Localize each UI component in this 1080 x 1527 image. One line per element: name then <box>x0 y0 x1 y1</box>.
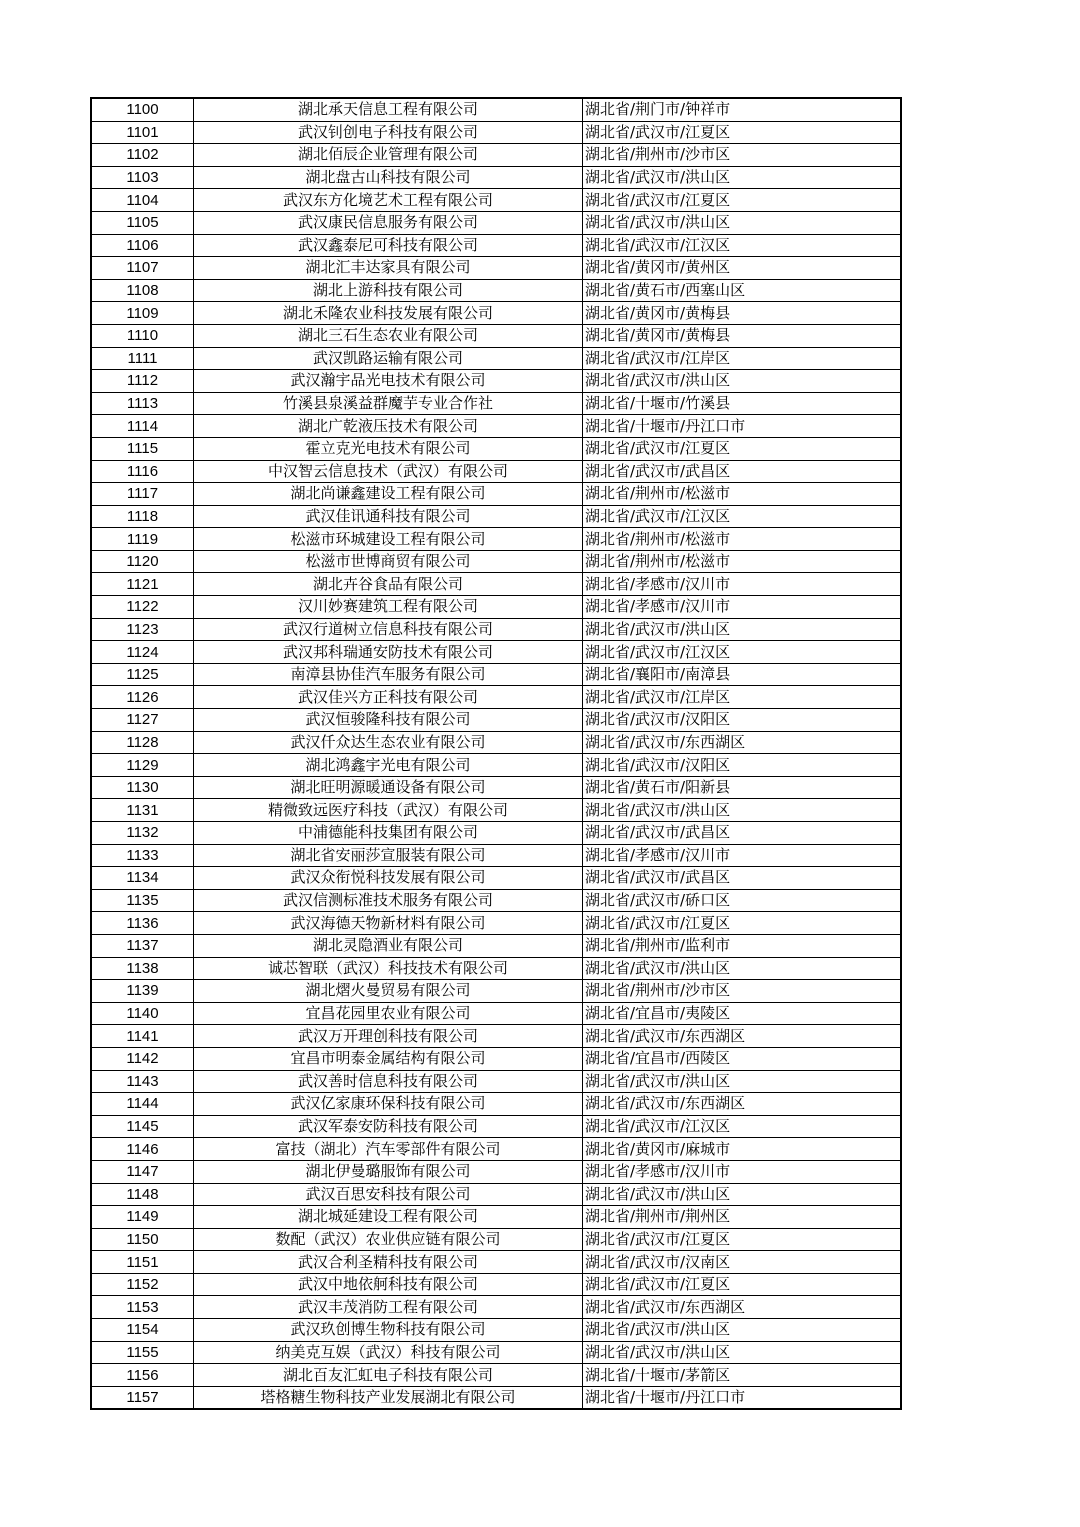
company-name: 武汉行道树立信息科技有限公司 <box>194 618 583 641</box>
table-row <box>91 121 901 144</box>
row-number: 1117 <box>91 483 194 506</box>
company-name: 武汉东方化境艺术工程有限公司 <box>194 189 583 212</box>
region-path: 湖北省/武汉市/江汉区 <box>583 234 902 257</box>
row-number: 1148 <box>91 1183 194 1206</box>
company-name: 武汉邦科瑞通安防技术有限公司 <box>194 641 583 664</box>
row-number: 1137 <box>91 934 194 957</box>
region-path: 湖北省/武汉市/东西湖区 <box>583 1025 902 1048</box>
company-name: 湖北伊曼璐服饰有限公司 <box>194 1160 583 1183</box>
company-name: 湖北旺明源暖通设备有限公司 <box>194 776 583 799</box>
company-name: 霍立克光电技术有限公司 <box>194 437 583 460</box>
region-path: 湖北省/宜昌市/夷陵区 <box>583 1002 902 1025</box>
table-row <box>91 1183 901 1206</box>
region-path: 湖北省/武汉市/洪山区 <box>583 211 902 234</box>
row-number: 1152 <box>91 1273 194 1296</box>
row-number: 1157 <box>91 1386 194 1409</box>
company-name: 竹溪县泉溪益群魔芋专业合作社 <box>194 392 583 415</box>
company-name: 湖北卉谷食品有限公司 <box>194 573 583 596</box>
row-number: 1131 <box>91 799 194 822</box>
table-row <box>91 822 901 845</box>
region-path: 湖北省/武汉市/江岸区 <box>583 686 902 709</box>
table-row <box>91 415 901 438</box>
row-number: 1121 <box>91 573 194 596</box>
company-name: 松滋市环城建设工程有限公司 <box>194 528 583 551</box>
row-number: 1115 <box>91 437 194 460</box>
company-name: 汉川妙赛建筑工程有限公司 <box>194 596 583 619</box>
region-path: 湖北省/武汉市/东西湖区 <box>583 731 902 754</box>
region-path: 湖北省/武汉市/武昌区 <box>583 822 902 845</box>
company-name: 湖北城延建设工程有限公司 <box>194 1206 583 1229</box>
table-row <box>91 709 901 732</box>
table-row <box>91 1093 901 1116</box>
region-path: 湖北省/武汉市/洪山区 <box>583 1183 902 1206</box>
row-number: 1133 <box>91 844 194 867</box>
region-path: 湖北省/荆州市/松滋市 <box>583 483 902 506</box>
row-number: 1125 <box>91 663 194 686</box>
region-path: 湖北省/荆州市/荆州区 <box>583 1206 902 1229</box>
row-number: 1154 <box>91 1319 194 1342</box>
region-path: 湖北省/武汉市/汉南区 <box>583 1251 902 1274</box>
region-path: 湖北省/武汉市/洪山区 <box>583 1070 902 1093</box>
company-name: 武汉凯路运输有限公司 <box>194 347 583 370</box>
row-number: 1113 <box>91 392 194 415</box>
table-row <box>91 1251 901 1274</box>
region-path: 湖北省/武汉市/洪山区 <box>583 957 902 980</box>
company-name: 湖北佰辰企业管理有限公司 <box>194 144 583 167</box>
company-name: 湖北三石生态农业有限公司 <box>194 324 583 347</box>
region-path: 湖北省/武汉市/洪山区 <box>583 1319 902 1342</box>
company-name: 湖北鸿鑫宇光电有限公司 <box>194 754 583 777</box>
table-row <box>91 189 901 212</box>
table-row <box>91 573 901 596</box>
table-row <box>91 934 901 957</box>
company-name: 武汉仟众达生态农业有限公司 <box>194 731 583 754</box>
company-name: 武汉合利圣精科技有限公司 <box>194 1251 583 1274</box>
row-number: 1100 <box>91 98 194 121</box>
company-name: 塔格糖生物科技产业发展湖北有限公司 <box>194 1386 583 1409</box>
row-number: 1147 <box>91 1160 194 1183</box>
region-path: 湖北省/襄阳市/南漳县 <box>583 663 902 686</box>
table-row <box>91 144 901 167</box>
table-row <box>91 641 901 664</box>
company-list-table <box>90 97 902 1410</box>
row-number: 1110 <box>91 324 194 347</box>
row-number: 1138 <box>91 957 194 980</box>
table-row <box>91 1070 901 1093</box>
row-number: 1135 <box>91 889 194 912</box>
company-name: 富技（湖北）汽车零部件有限公司 <box>194 1138 583 1161</box>
region-path: 湖北省/十堰市/丹江口市 <box>583 415 902 438</box>
company-name: 武汉军泰安防科技有限公司 <box>194 1115 583 1138</box>
row-number: 1149 <box>91 1206 194 1229</box>
table-row <box>91 1273 901 1296</box>
company-name: 宜昌市明泰金属结构有限公司 <box>194 1047 583 1070</box>
row-number: 1103 <box>91 166 194 189</box>
region-path: 湖北省/武汉市/江汉区 <box>583 1115 902 1138</box>
company-name: 湖北承天信息工程有限公司 <box>194 98 583 121</box>
row-number: 1128 <box>91 731 194 754</box>
table-row <box>91 483 901 506</box>
table-row <box>91 211 901 234</box>
region-path: 湖北省/武汉市/洪山区 <box>583 1341 902 1364</box>
table-row <box>91 618 901 641</box>
row-number: 1129 <box>91 754 194 777</box>
region-path: 湖北省/荆州市/监利市 <box>583 934 902 957</box>
row-number: 1116 <box>91 460 194 483</box>
table-row <box>91 1138 901 1161</box>
company-name: 湖北上游科技有限公司 <box>194 279 583 302</box>
row-number: 1145 <box>91 1115 194 1138</box>
table-row <box>91 302 901 325</box>
company-name: 湖北广乾液压技术有限公司 <box>194 415 583 438</box>
row-number: 1153 <box>91 1296 194 1319</box>
region-path: 湖北省/黄石市/西塞山区 <box>583 279 902 302</box>
table-row <box>91 98 901 121</box>
region-path: 湖北省/孝感市/汉川市 <box>583 1160 902 1183</box>
row-number: 1120 <box>91 550 194 573</box>
table-row <box>91 505 901 528</box>
row-number: 1112 <box>91 370 194 393</box>
region-path: 湖北省/武汉市/江汉区 <box>583 505 902 528</box>
region-path: 湖北省/武汉市/洪山区 <box>583 618 902 641</box>
row-number: 1107 <box>91 257 194 280</box>
region-path: 湖北省/武汉市/江夏区 <box>583 189 902 212</box>
region-path: 湖北省/十堰市/丹江口市 <box>583 1386 902 1409</box>
table-row <box>91 1206 901 1229</box>
company-name: 中汉智云信息技术（武汉）有限公司 <box>194 460 583 483</box>
table-row <box>91 279 901 302</box>
region-path: 湖北省/武汉市/武昌区 <box>583 867 902 890</box>
table-row <box>91 324 901 347</box>
region-path: 湖北省/武汉市/江夏区 <box>583 121 902 144</box>
region-path: 湖北省/武汉市/江岸区 <box>583 347 902 370</box>
region-path: 湖北省/荆州市/沙市区 <box>583 980 902 1003</box>
row-number: 1146 <box>91 1138 194 1161</box>
row-number: 1106 <box>91 234 194 257</box>
region-path: 湖北省/武汉市/汉阳区 <box>583 754 902 777</box>
row-number: 1150 <box>91 1228 194 1251</box>
row-number: 1101 <box>91 121 194 144</box>
company-name: 松滋市世博商贸有限公司 <box>194 550 583 573</box>
row-number: 1119 <box>91 528 194 551</box>
company-name: 武汉中地依舸科技有限公司 <box>194 1273 583 1296</box>
company-name: 武汉康民信息服务有限公司 <box>194 211 583 234</box>
company-name: 武汉瀚宇品光电技术有限公司 <box>194 370 583 393</box>
table-row <box>91 1047 901 1070</box>
row-number: 1124 <box>91 641 194 664</box>
region-path: 湖北省/武汉市/硚口区 <box>583 889 902 912</box>
table-row <box>91 686 901 709</box>
region-path: 湖北省/孝感市/汉川市 <box>583 596 902 619</box>
company-name: 纳美克互娱（武汉）科技有限公司 <box>194 1341 583 1364</box>
table-row <box>91 867 901 890</box>
table-row <box>91 844 901 867</box>
region-path: 湖北省/武汉市/江夏区 <box>583 1273 902 1296</box>
table-row <box>91 776 901 799</box>
region-path: 湖北省/武汉市/汉阳区 <box>583 709 902 732</box>
company-name: 武汉万开理创科技有限公司 <box>194 1025 583 1048</box>
region-path: 湖北省/武汉市/江夏区 <box>583 1228 902 1251</box>
region-path: 湖北省/荆州市/松滋市 <box>583 550 902 573</box>
table-row <box>91 370 901 393</box>
company-list-body <box>91 98 901 1409</box>
table-row <box>91 980 901 1003</box>
company-name: 湖北省安丽莎宣服装有限公司 <box>194 844 583 867</box>
row-number: 1102 <box>91 144 194 167</box>
table-row <box>91 1002 901 1025</box>
region-path: 湖北省/黄石市/阳新县 <box>583 776 902 799</box>
region-path: 湖北省/武汉市/江夏区 <box>583 912 902 935</box>
company-name: 武汉亿家康环保科技有限公司 <box>194 1093 583 1116</box>
table-row <box>91 166 901 189</box>
table-row <box>91 1228 901 1251</box>
company-name: 武汉众衔悦科技发展有限公司 <box>194 867 583 890</box>
row-number: 1136 <box>91 912 194 935</box>
table-row <box>91 731 901 754</box>
row-number: 1155 <box>91 1341 194 1364</box>
company-name: 诚芯智联（武汉）科技技术有限公司 <box>194 957 583 980</box>
table-row <box>91 1115 901 1138</box>
region-path: 湖北省/十堰市/竹溪县 <box>583 392 902 415</box>
region-path: 湖北省/武汉市/洪山区 <box>583 799 902 822</box>
company-name: 南漳县协佳汽车服务有限公司 <box>194 663 583 686</box>
table-row <box>91 550 901 573</box>
row-number: 1127 <box>91 709 194 732</box>
company-name: 湖北盘古山科技有限公司 <box>194 166 583 189</box>
row-number: 1104 <box>91 189 194 212</box>
region-path: 湖北省/荆门市/钟祥市 <box>583 98 902 121</box>
region-path: 湖北省/荆州市/松滋市 <box>583 528 902 551</box>
row-number: 1105 <box>91 211 194 234</box>
row-number: 1118 <box>91 505 194 528</box>
table-row <box>91 460 901 483</box>
region-path: 湖北省/十堰市/茅箭区 <box>583 1364 902 1387</box>
company-name: 武汉海德天物新材料有限公司 <box>194 912 583 935</box>
table-row <box>91 889 901 912</box>
company-name: 湖北尚谦鑫建设工程有限公司 <box>194 483 583 506</box>
table-row <box>91 1364 901 1387</box>
region-path: 湖北省/孝感市/汉川市 <box>583 844 902 867</box>
company-name: 湖北灵隐酒业有限公司 <box>194 934 583 957</box>
row-number: 1144 <box>91 1093 194 1116</box>
row-number: 1140 <box>91 1002 194 1025</box>
table-row <box>91 1341 901 1364</box>
company-name: 武汉信测标准技术服务有限公司 <box>194 889 583 912</box>
table-row <box>91 1296 901 1319</box>
region-path: 湖北省/黄冈市/麻城市 <box>583 1138 902 1161</box>
row-number: 1143 <box>91 1070 194 1093</box>
company-name: 武汉恒骏隆科技有限公司 <box>194 709 583 732</box>
row-number: 1156 <box>91 1364 194 1387</box>
region-path: 湖北省/黄冈市/黄梅县 <box>583 302 902 325</box>
region-path: 湖北省/黄冈市/黄州区 <box>583 257 902 280</box>
company-name: 武汉钊创电子科技有限公司 <box>194 121 583 144</box>
company-name: 武汉丰茂消防工程有限公司 <box>194 1296 583 1319</box>
row-number: 1111 <box>91 347 194 370</box>
row-number: 1122 <box>91 596 194 619</box>
company-name: 湖北百友汇虹电子科技有限公司 <box>194 1364 583 1387</box>
table-row <box>91 754 901 777</box>
region-path: 湖北省/武汉市/洪山区 <box>583 166 902 189</box>
row-number: 1130 <box>91 776 194 799</box>
company-name: 武汉鑫泰尼可科技有限公司 <box>194 234 583 257</box>
region-path: 湖北省/孝感市/汉川市 <box>583 573 902 596</box>
row-number: 1151 <box>91 1251 194 1274</box>
region-path: 湖北省/武汉市/江汉区 <box>583 641 902 664</box>
row-number: 1142 <box>91 1047 194 1070</box>
row-number: 1126 <box>91 686 194 709</box>
row-number: 1114 <box>91 415 194 438</box>
region-path: 湖北省/武汉市/江夏区 <box>583 437 902 460</box>
company-name: 湖北熠火曼贸易有限公司 <box>194 980 583 1003</box>
region-path: 湖北省/武汉市/东西湖区 <box>583 1296 902 1319</box>
company-name: 湖北汇丰达家具有限公司 <box>194 257 583 280</box>
table-row <box>91 528 901 551</box>
row-number: 1123 <box>91 618 194 641</box>
company-name: 宜昌花园里农业有限公司 <box>194 1002 583 1025</box>
row-number: 1141 <box>91 1025 194 1048</box>
row-number: 1109 <box>91 302 194 325</box>
table-row <box>91 347 901 370</box>
company-name: 武汉佳讯通科技有限公司 <box>194 505 583 528</box>
table-row <box>91 596 901 619</box>
table-row <box>91 437 901 460</box>
company-name: 武汉善时信息科技有限公司 <box>194 1070 583 1093</box>
region-path: 湖北省/荆州市/沙市区 <box>583 144 902 167</box>
table-row <box>91 1319 901 1342</box>
table-row <box>91 957 901 980</box>
region-path: 湖北省/武汉市/洪山区 <box>583 370 902 393</box>
region-path: 湖北省/宜昌市/西陵区 <box>583 1047 902 1070</box>
table-row <box>91 1386 901 1409</box>
table-row <box>91 257 901 280</box>
table-row <box>91 1160 901 1183</box>
table-row <box>91 663 901 686</box>
company-name: 数配（武汉）农业供应链有限公司 <box>194 1228 583 1251</box>
row-number: 1134 <box>91 867 194 890</box>
company-name: 武汉佳兴方正科技有限公司 <box>194 686 583 709</box>
row-number: 1108 <box>91 279 194 302</box>
company-name: 武汉玖创博生物科技有限公司 <box>194 1319 583 1342</box>
table-row <box>91 1025 901 1048</box>
row-number: 1139 <box>91 980 194 1003</box>
region-path: 湖北省/武汉市/东西湖区 <box>583 1093 902 1116</box>
table-row <box>91 234 901 257</box>
company-name: 中浦德能科技集团有限公司 <box>194 822 583 845</box>
company-name: 湖北禾隆农业科技发展有限公司 <box>194 302 583 325</box>
table-row <box>91 799 901 822</box>
table-row <box>91 392 901 415</box>
company-name: 精微致远医疗科技（武汉）有限公司 <box>194 799 583 822</box>
row-number: 1132 <box>91 822 194 845</box>
region-path: 湖北省/武汉市/武昌区 <box>583 460 902 483</box>
region-path: 湖北省/黄冈市/黄梅县 <box>583 324 902 347</box>
company-name: 武汉百思安科技有限公司 <box>194 1183 583 1206</box>
table-row <box>91 912 901 935</box>
